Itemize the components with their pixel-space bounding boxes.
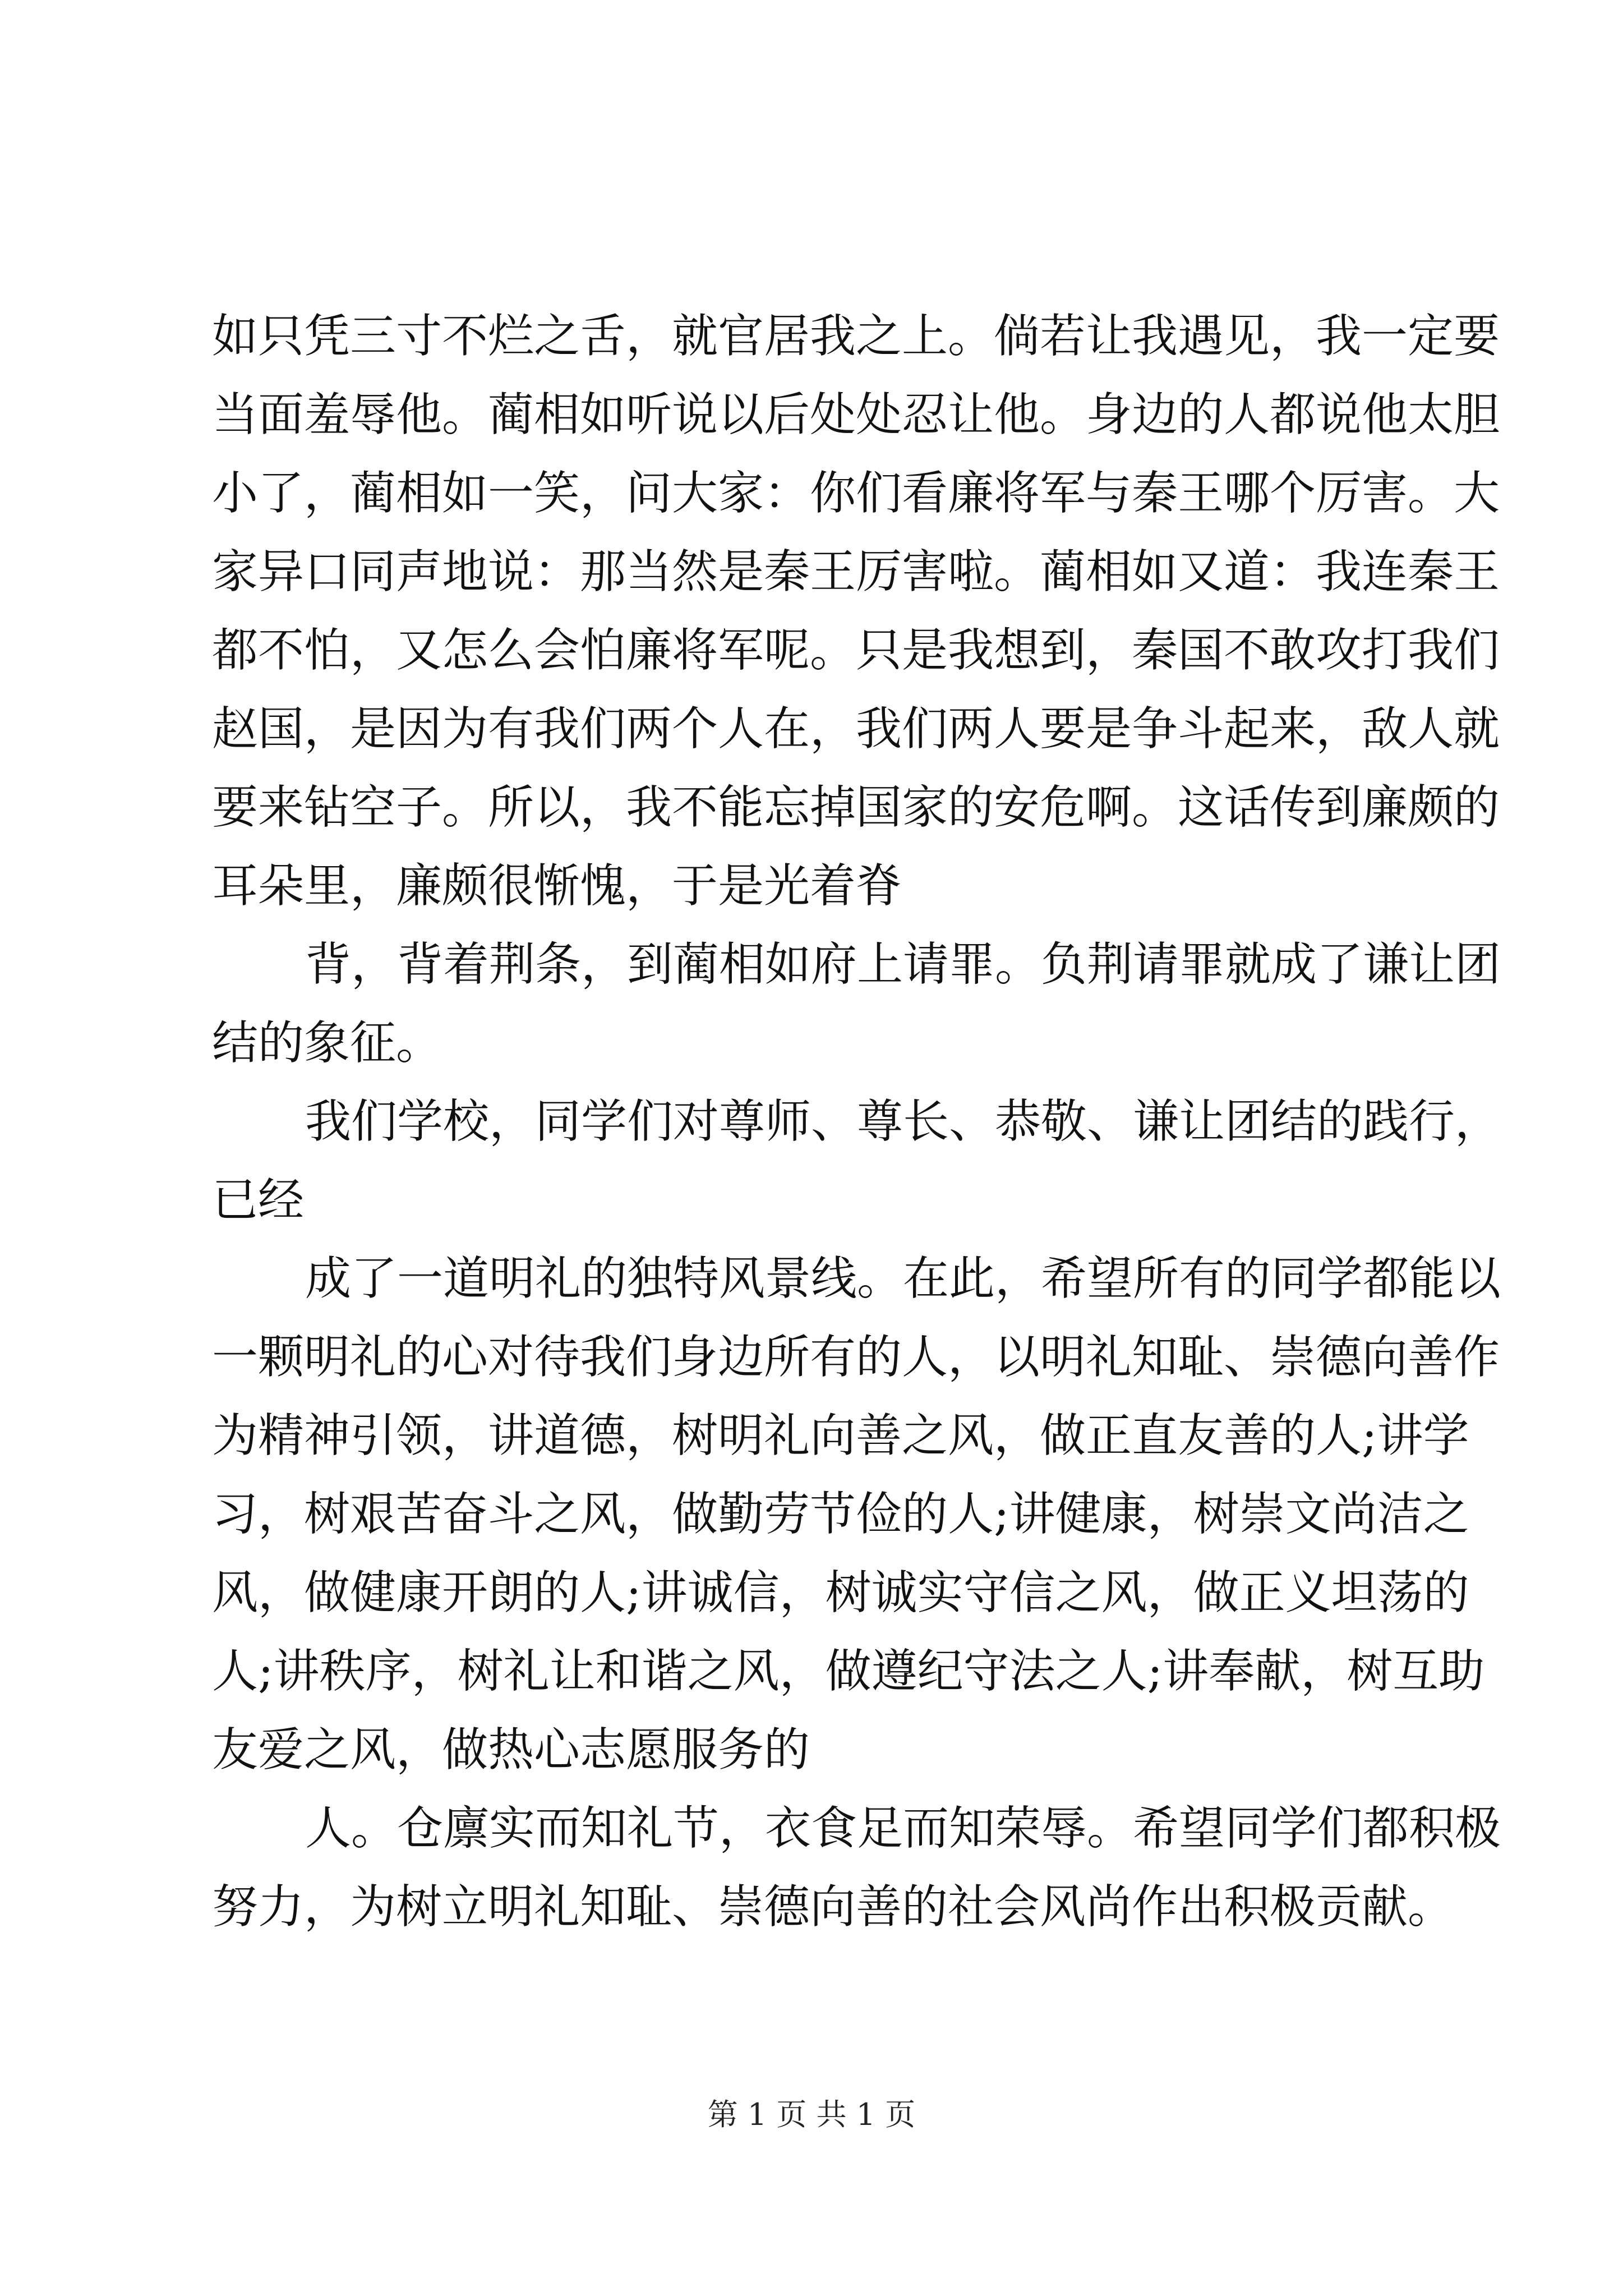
text-line: 如只凭三寸不烂之舌，就官居我之上。倘若让我遇见，我一定要 [212, 310, 1500, 363]
document-body [212, 297, 1501, 1947]
text-line: 要来钻空子。所以，我不能忘掉国家的安危啊。这话传到廉颇的 [212, 781, 1500, 834]
text-line: 努力，为树立明礼知耻、崇德向善的社会风尚作出积极贡献。 [212, 1880, 1454, 1934]
text-line: 为精神引领，讲道德，树明礼向善之风，做正直友善的人;讲学 [212, 1409, 1469, 1462]
text-line: 成了一道明礼的独特风景线。在此，希望所有的同学都能以 [305, 1252, 1501, 1305]
text-line: 背，背着荆条，到蔺相如府上请罪。负荆请罪就成了谦让团 [305, 938, 1501, 991]
text-line: 习，树艰苦奋斗之风，做勤劳节俭的人;讲健康，树崇文尚洁之 [212, 1488, 1469, 1541]
page-number-footer: 第 1 页 共 1 页 [707, 2097, 916, 2132]
text-line: 家异口同声地说：那当然是秦王厉害啦。蔺相如又道：我连秦王 [212, 545, 1500, 599]
text-line: 结的象征。 [212, 1016, 442, 1070]
text-line: 人;讲秩序，树礼让和谐之风，做遵纪守法之人;讲奉献，树互助 [212, 1645, 1485, 1698]
text-line: 已经 [212, 1174, 305, 1227]
text-line: 人。仓廪实而知礼节，衣食足而知荣辱。希望同学们都积极 [305, 1802, 1501, 1855]
text-line: 赵国，是因为有我们两个人在，我们两人要是争斗起来，敌人就 [212, 702, 1500, 756]
text-line: 友爱之风，做热心志愿服务的 [212, 1723, 810, 1777]
text-line: 耳朵里，廉颇很惭愧，于是光着脊 [212, 859, 902, 913]
text-line: 当面羞辱他。蔺相如听说以后处处忍让他。身边的人都说他太胆 [212, 388, 1500, 441]
text-line: 风，做健康开朗的人;讲诚信，树诚实守信之风，做正义坦荡的 [212, 1566, 1469, 1619]
text-line: 小了，蔺相如一笑，问大家：你们看廉将军与秦王哪个厉害。大 [212, 467, 1500, 520]
text-line: 一颗明礼的心对待我们身边所有的人，以明礼知耻、崇德向善作 [212, 1331, 1500, 1384]
text-line: 我们学校，同学们对尊师、尊长、恭敬、谦让团结的践行， [305, 1095, 1501, 1148]
text-line: 都不怕，又怎么会怕廉将军呢。只是我想到，秦国不敢攻打我们 [212, 624, 1500, 677]
